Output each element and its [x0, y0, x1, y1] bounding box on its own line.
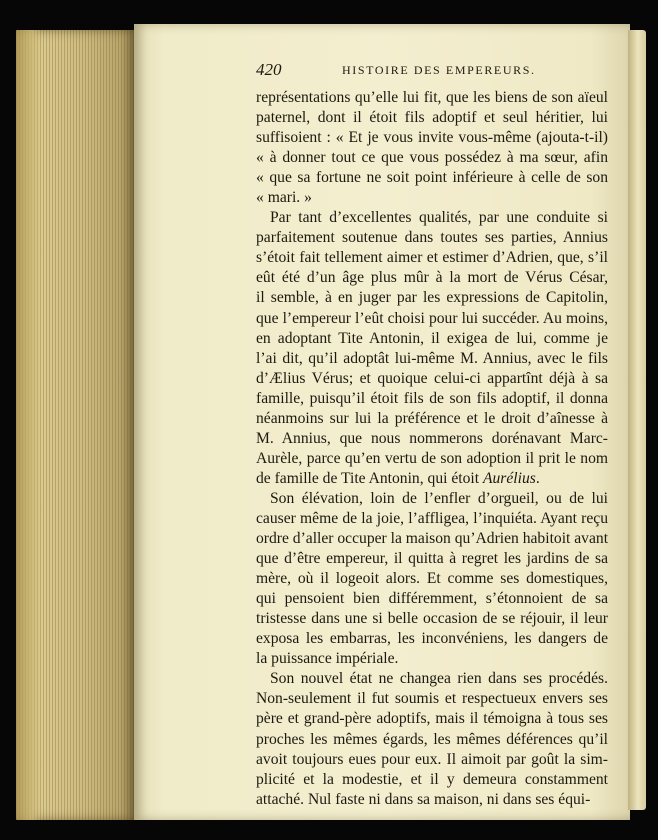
text-line: suffisoient : « Et je vous invite vous-même (ajouta-t-il): [256, 129, 608, 147]
text-line: Son élévation, loin de l’enfler d’orgueil, ou de lui: [270, 489, 608, 507]
text-line: exposa les embarras, les inconvéniens, les dangers de: [256, 630, 608, 648]
text-line: proches les mêmes égards, les mêmes déférences qu’il: [256, 730, 608, 748]
text-line: il semble, à en juger par les expressions de Capitolin,: [256, 289, 608, 307]
text-line: d’Ælius Vérus; et quoique celui-ci appartînt déjà à sa: [256, 369, 608, 387]
text-line: attaché. Nul faste ni dans sa maison, ni dans ses équi-: [256, 790, 591, 808]
text-run: de famille de Tite Antonin, qui étoit: [256, 469, 483, 487]
text-run: .: [535, 469, 540, 487]
page-header: [256, 60, 608, 82]
text-line: père et grand-père adoptifs, mais il témoigna à tous ses: [256, 710, 608, 728]
text-line: paternel, dont il étoit fils adoptif et seul héritier, lui: [256, 109, 608, 127]
paragraph: [256, 669, 608, 809]
italic-word: Aurélius: [482, 469, 536, 487]
text-line: eût été d’un âge plus mûr à la mort de Vérus César,: [256, 269, 608, 287]
page-number: 420: [256, 60, 282, 79]
text-line: plicité et la modestie, et il y demeura constamment: [256, 770, 608, 788]
text-line: tristesse dans une si belle occasion de se réjouir, il leur: [256, 610, 608, 628]
text-line: causer même de la joie, l’affligea, l’inquiéta. Ayant reçu: [256, 509, 608, 527]
text-line: avoit toujours eues pour eux. Il aimoit par goût la sim-: [256, 750, 608, 768]
text-line: s’étoit fait tellement aimer et estimer d’Adrien, que, s’il: [256, 249, 608, 267]
text-line: que d’être empereur, il quitta à regret les jardins de sa: [256, 550, 608, 568]
text-line: [256, 469, 608, 489]
paragraph: [256, 208, 608, 489]
paragraph: [256, 489, 608, 669]
text-line: Non-seulement il fut soumis et respectueux envers ses: [256, 690, 608, 708]
text-line: qui pensoient bien différemment, s’étonnoient de sa: [256, 590, 608, 608]
paragraph: [256, 88, 608, 208]
text-line: M. Annius, que nous nommerons dorénavant Marc-: [256, 429, 608, 447]
text-line: Aurèle, parce qu’en vertu de son adoption il prit le nom: [256, 449, 608, 467]
text-line: ordre d’aller occuper la maison qu’Adrien habitoit avant: [256, 530, 609, 548]
text-line: « mari. »: [256, 189, 312, 207]
text-line: Par tant d’excellentes qualités, par une conduite si: [270, 209, 608, 227]
right-page-edge: [628, 30, 646, 810]
text-line: que l’empereur l’eût choisi pour lui succéder. Au moins,: [256, 309, 608, 327]
text-line: mère, où il logeoit alors. Et comme ses domestiques,: [256, 570, 608, 588]
text-line: la puissance impériale.: [256, 650, 399, 668]
text-line: en adoptant Tite Antonin, il exigea de lui, comme je: [256, 329, 608, 347]
text-line: l’ai dit, qu’il adoptât lui-même M. Annius, avec le fils: [256, 349, 608, 367]
running-head: HISTOIRE DES EMPEREURS.: [342, 63, 536, 77]
text-line: représentations qu’elle lui fit, que les biens de son aïeul: [256, 89, 608, 106]
left-page-edges: [16, 30, 138, 820]
text-line: famille, puisqu’il étoit fils de son fils adoptif, il donna: [256, 389, 608, 407]
body-text: [256, 88, 608, 810]
text-line: néanmoins sur lui la préférence et le droit d’aînesse à: [256, 409, 608, 427]
text-line: « à donner tout ce que vous possédez à ma sœur, afin: [256, 149, 608, 167]
text-line: Son nouvel état ne changea rien dans ses procédés.: [270, 670, 608, 688]
text-line: « que sa fortune ne soit point inférieure à celle de son: [256, 169, 608, 187]
text-line: parfaitement soutenue dans toutes ses parties, Annius: [256, 229, 608, 247]
